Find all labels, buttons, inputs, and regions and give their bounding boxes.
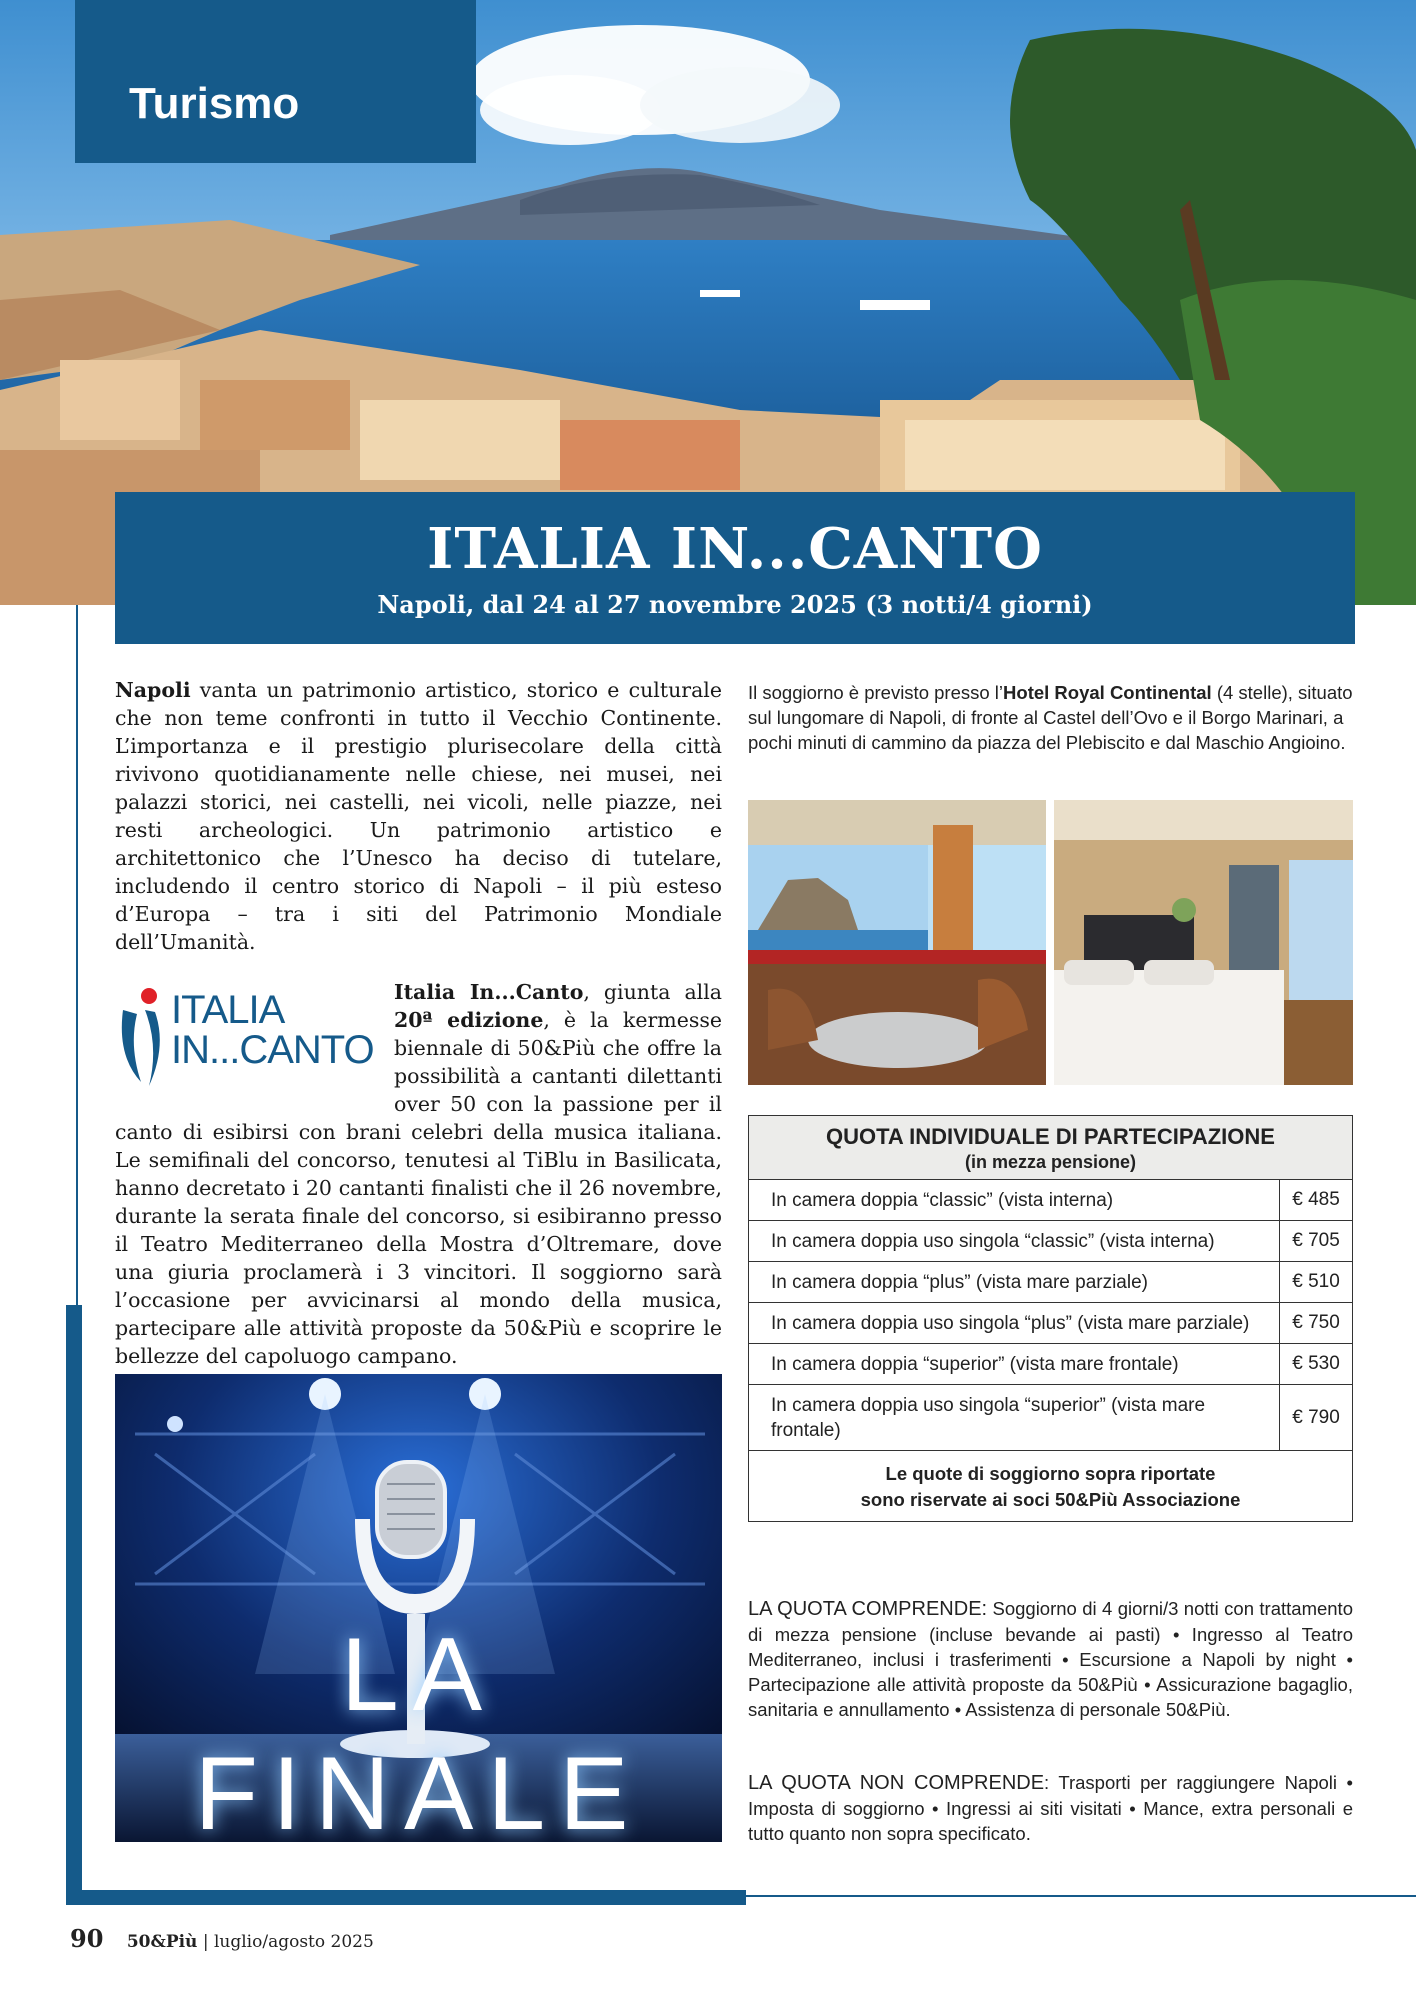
la-finale-stage-image bbox=[115, 1374, 722, 1842]
hotel-text-1: Il soggiorno è previsto presso l’ bbox=[748, 682, 1004, 703]
quota-price-table bbox=[748, 1115, 1353, 1522]
room-price: € 790 bbox=[1292, 1406, 1340, 1428]
quota-includes bbox=[748, 1596, 1353, 1722]
section-tag bbox=[75, 0, 476, 163]
article-title: ITALIA IN...CANTO bbox=[427, 516, 1043, 582]
quota-excludes bbox=[748, 1770, 1353, 1846]
section-label: Turismo bbox=[129, 79, 300, 128]
bottom-accent-bar bbox=[66, 1890, 746, 1905]
event-text-2: , è la kermesse biennale di 50&Più che offre la possibilità a cantanti dilettanti over 50 con la passione per il canto di esibirsi con brani celebri della musica italiana. Le semifinali del concorso, tenutesi al TiBlu in Basilicata, hanno decretato i 20 cantanti finalisti che il 26 novembre, durante la serata finale del concorso, si esibiranno presso il Teatro Mediterraneo della Mostra d’Oltremare, dove una giuria proclamerà i 3 vincitori. Il soggiorno sarà l’occasione per avvicinarsi al mondo della musica, partecipare alle attività proposte da 50&Più e scoprire le bellezze del capoluogo campano. bbox=[115, 1008, 722, 1368]
room-price: € 705 bbox=[1292, 1230, 1340, 1251]
room-type-label: In camera doppia “plus” (vista mare parziale) bbox=[749, 1262, 1280, 1302]
quota-title: QUOTA INDIVIDUALE DI PARTECIPAZIONE bbox=[826, 1124, 1275, 1149]
page-footer bbox=[70, 1924, 374, 1953]
issue-date: luglio/agosto 2025 bbox=[213, 1932, 374, 1952]
hotel-text-2: (4 stelle), situato sul lungomare di Napoli, di fronte al Castel dell’Ovo e il Borgo Marinari, a pochi minuti di cammino da piazza del Plebiscito e dal Maschio Angioino. bbox=[748, 682, 1353, 753]
singer-logo-icon bbox=[115, 986, 175, 1096]
bottom-rule bbox=[746, 1895, 1416, 1897]
hotel-restaurant-photo bbox=[748, 800, 1046, 1085]
room-price: € 510 bbox=[1292, 1271, 1340, 1292]
includes-lead: LA QUOTA COMPRENDE: bbox=[748, 1598, 988, 1620]
quota-note bbox=[749, 1451, 1352, 1521]
quota-table-header bbox=[749, 1116, 1352, 1180]
italia-in-canto-logo bbox=[115, 986, 380, 1096]
title-banner bbox=[115, 492, 1355, 644]
table-row bbox=[749, 1303, 1352, 1344]
footer-separator: | bbox=[202, 1932, 209, 1952]
excludes-lead: LA QUOTA NON COMPRENDE bbox=[748, 1772, 1045, 1794]
la-finale-caption: LA FINALE bbox=[194, 1617, 643, 1842]
page-number: 90 bbox=[70, 1924, 104, 1953]
quota-note-line-1: Le quote di soggiorno sopra riportate bbox=[885, 1463, 1216, 1484]
table-row bbox=[749, 1221, 1352, 1262]
room-type-label: In camera doppia “superior” (vista mare frontale) bbox=[749, 1344, 1280, 1384]
article-subtitle: Napoli, dal 24 al 27 novembre 2025 (3 notti/4 giorni) bbox=[377, 590, 1093, 619]
room-type-label: In camera doppia uso singola “classic” (vista interna) bbox=[749, 1221, 1280, 1261]
table-row bbox=[749, 1180, 1352, 1221]
table-row bbox=[749, 1262, 1352, 1303]
hotel-description bbox=[748, 680, 1353, 755]
left-rule bbox=[76, 605, 78, 1305]
quota-note-line-2: sono riservate ai soci 50&Più Associazione bbox=[860, 1489, 1241, 1510]
room-price: € 750 bbox=[1292, 1312, 1340, 1333]
intro-text: vanta un patrimonio artistico, storico e culturale che non teme confronti in tutto il Vecchio Continente. L’importanza e il prestigio plurisecolare della città rivivono quotidianamente nelle chiese, nei musei, nei palazzi storici, nei castelli, nei vicoli, nelle piazze, nei resti archeologici. Un patrimonio artistico e architettonico che l’Unesco ha deciso di tutelare, includendo il centro storico di Napoli – il più esteso d’Europa – tra i siti del Patrimonio Mondiale dell’Umanità. bbox=[115, 678, 722, 954]
intro-paragraph bbox=[115, 676, 722, 956]
room-type-label: In camera doppia uso singola “superior” (vista mare frontale) bbox=[749, 1385, 1280, 1450]
left-accent-bar bbox=[66, 1305, 82, 1905]
event-lead: Italia In...Canto bbox=[394, 980, 584, 1004]
event-text-1: , giunta alla bbox=[583, 980, 722, 1004]
room-price: € 485 bbox=[1292, 1189, 1340, 1210]
excludes-text: : Trasporti per raggiungere Napoli • Imposta di soggiorno • Ingressi ai siti visitati • Mance, extra personali e tutto quanto non sopra specificato. bbox=[748, 1772, 1353, 1844]
table-row bbox=[749, 1385, 1352, 1451]
event-paragraph bbox=[115, 978, 722, 1370]
intro-lead: Napoli bbox=[115, 678, 191, 702]
logo-line-1: ITALIA bbox=[171, 988, 285, 1032]
hotel-name: Hotel Royal Continental bbox=[1003, 682, 1212, 703]
logo-line-2: IN...CANTO bbox=[171, 1028, 374, 1072]
room-price: € 530 bbox=[1292, 1353, 1340, 1374]
logo-wordmark bbox=[171, 990, 374, 1070]
room-type-label: In camera doppia uso singola “plus” (vista mare parziale) bbox=[749, 1303, 1280, 1343]
room-type-label: In camera doppia “classic” (vista interna) bbox=[749, 1180, 1280, 1220]
table-row bbox=[749, 1344, 1352, 1385]
quota-subtitle: (in mezza pensione) bbox=[964, 1152, 1137, 1172]
includes-text: Soggiorno di 4 giorni/3 notti con trattamento di mezza pensione (incluse bevande ai pasti) • Ingresso al Teatro Mediterraneo, inclusi i trasferimenti • Escursione a Napoli by night • Partecipazione alle attività proposte da 50&Più • Assicurazione bagaglio, sanitaria e annullamento • Assistenza di personale 50&Più. bbox=[748, 1598, 1353, 1720]
event-edition: 20ª edizione bbox=[394, 1008, 544, 1032]
magazine-name: 50&Più bbox=[126, 1932, 198, 1952]
left-column bbox=[115, 676, 722, 1370]
hotel-bedroom-photo bbox=[1054, 800, 1353, 1085]
